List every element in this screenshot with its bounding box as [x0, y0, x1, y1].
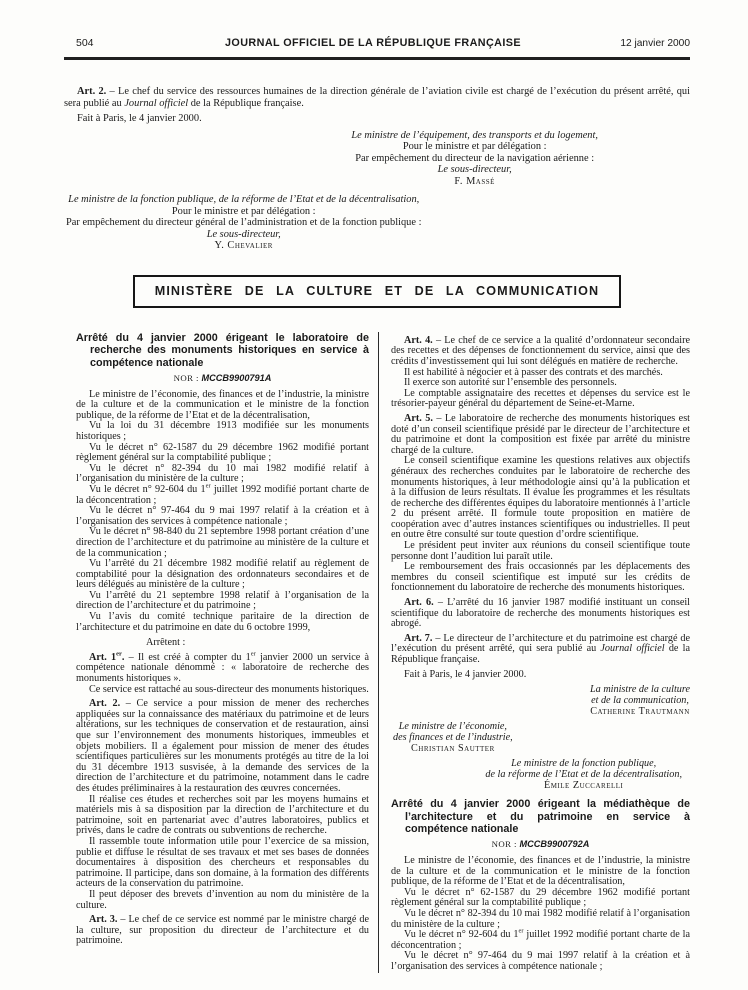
signature-line: F. Massé	[454, 175, 495, 187]
text-run: Ce service est rattaché au sous-directeur des monuments historiques.	[89, 683, 369, 695]
signature-line: Le ministre de la fonction publique,	[511, 758, 657, 770]
text-run: er	[116, 650, 122, 658]
text-run: Vu le décret n° 62-1587 du 29 décembre 1962 modifié portant règlement général sur la comptabilité publique ;	[76, 441, 370, 464]
paragraph	[76, 559, 369, 591]
paragraph	[76, 685, 369, 696]
text-run: Art. 2.	[89, 698, 121, 710]
text-run: juillet 1992 modifié portant charte de la déconcentration ;	[391, 929, 690, 951]
text-run: – Il est créé à compter du 1	[124, 651, 251, 663]
decree-formula: Arrêtent :	[146, 637, 186, 649]
signature-line: de la réforme de l’Etat et de la décentralisation,	[485, 769, 682, 781]
text-run: janvier 2000 un service à compétence nationale dénommé : « laboratoire de recherche des monuments historiques ».	[76, 651, 370, 685]
signature-line: Catherine Trautmann	[590, 706, 690, 718]
paragraph	[64, 113, 690, 125]
signature-line: Le ministre de la fonction publique, de la réforme de l’Etat et de la décentralisation,	[68, 194, 420, 206]
paragraph	[76, 464, 369, 485]
paragraph	[76, 612, 369, 633]
text-run: er	[205, 482, 211, 490]
signature-block	[590, 684, 690, 717]
text-run: – Le directeur de l’architecture et du patrimoine est chargé de l’exécution du présent arrêté, qui sera publié au	[391, 632, 691, 655]
text-run: Il réalise ces études et recherches soit par les moyens humains et matériels mis à sa disposition par la direction de l’architecture et du patrimoine, soit en partenariat avec d’autres laboratoires, publics et privés, dans le cadre de contrats ou subventions de recherche.	[76, 793, 370, 837]
ministry-banner	[133, 275, 622, 308]
text-run: Fait à Paris, le 4 janvier 2000.	[404, 668, 527, 680]
arrete-title: Arrêté du 4 janvier 2000 érigeant la médiathèque de l’architecture et du patrimoine en service à compétence nationale	[391, 798, 690, 835]
signature-line: Pour le ministre et par délégation :	[171, 205, 316, 217]
signature-line: des finances et de l’industrie,	[393, 732, 513, 744]
paragraph	[76, 482, 370, 506]
text-run: – Le laboratoire de recherche des monuments historiques est doté d’un conseil scientifique présidé par le directeur de l’architecture et du patrimoine et dont la composition est fixée par arrêté du ministre chargé de la culture.	[391, 412, 690, 456]
text-run: Art. 7.	[404, 632, 433, 644]
text-run: Vu le décret n° 92-604 du 1	[89, 483, 206, 495]
nor-label: NOR :	[173, 373, 202, 383]
text-run: Art. 1	[89, 651, 117, 663]
paragraph	[391, 562, 690, 594]
text-run: er	[250, 650, 256, 658]
text-run: juillet 1992 modifié portant charte de la déconcentration ;	[76, 483, 370, 506]
text-run: er	[518, 927, 524, 935]
text-run: – Le chef de ce service est nommé par le ministre chargé de la culture, sur proposition du directeur de l’architecture et du patrimoine.	[76, 914, 370, 947]
text-run: Art. 5.	[404, 412, 433, 424]
paragraph	[76, 890, 369, 911]
paragraph	[76, 390, 369, 422]
text-run: Fait à Paris, le 4 janvier 2000.	[77, 113, 202, 125]
paragraph	[391, 541, 690, 562]
text-run: .	[121, 651, 125, 663]
text-run: Journal officiel	[600, 643, 665, 655]
text-run: Le ministre de l’économie, des finances et de l’industrie, la ministre de la culture et de la communication et le ministre de la fonction publique, de la réforme de l’Etat et de la décentralisation,	[391, 855, 690, 888]
nor-value: MCCB9900792A	[519, 839, 590, 850]
paragraph	[391, 456, 690, 541]
signature-block	[66, 194, 421, 252]
nor-value: MCCB9900791A	[201, 373, 272, 383]
text-run: Le conseil scientifique examine les questions relatives aux objectifs généraux des recherches conduites par le laboratoire de recherche des monuments historiques, à leur méthodologie ainsi qu’à la publication et à la diffusion de leurs résultats. Il évalue les programmes et les résultats de recherche des différentes équipes du laboratoire mentionnés à l’article 2 du présent arrêté. Il formule toute proposition en matière de coopération avec d’autres instances scientifiques ou industrielles. Il peut en outre être consulté sur toute question d’ordre scientifique.	[391, 455, 690, 541]
paragraph	[76, 527, 369, 559]
paragraph	[76, 915, 369, 947]
paragraph	[391, 336, 690, 368]
text-run: – Ce service a pour mission de mener des recherches appliquées sur la connaissance des matériaux du patrimoine et de leurs altérations, sur les techniques de conservation et de restauration, ainsi que sur l’environnement des monuments historiques, immeubles et objets mobiliers. Il a également pour mission de mener des études scientifiques particulières sur les monuments protégés au titre de la loi du 31 décembre 1913 susvisée, à la demande des services de la direction de l’architecture et du patrimoine, notamment dans le cadre des études préliminaires à la restauration des œuvres concernées.	[76, 698, 370, 794]
text-run: Vu l’avis du comité technique paritaire de la direction de l’architecture et du patrimoine en date du 6 octobre 1999,	[76, 611, 370, 633]
signature-line: La ministre de la culture	[590, 684, 690, 696]
signature-line: Par empêchement du directeur de la navigation aérienne :	[355, 152, 595, 164]
signature-line: Christian Sautter	[410, 743, 495, 755]
paragraph	[391, 909, 690, 930]
signature-block	[485, 758, 682, 791]
paragraph	[391, 414, 690, 456]
text-run: Art. 4.	[404, 334, 433, 346]
paragraph	[76, 591, 369, 612]
text-run: Le président peut inviter aux réunions du conseil scientifique toute personne dont l’audition lui paraît utile.	[391, 540, 690, 562]
signature-line: Par empêchement du directeur général de l’administration et de la fonction publique :	[66, 217, 422, 229]
ministry-banner-text: MINISTÈRE DE LA CULTURE ET DE LA COMMUNICATION	[154, 283, 600, 298]
text-run: Art. 3.	[89, 914, 118, 926]
arrete-title: Arrêté du 4 janvier 2000 érigeant le laboratoire de recherche des monuments historiques en service à compétence nationale	[76, 331, 370, 369]
paragraph	[391, 888, 690, 909]
paragraph	[76, 443, 369, 464]
nor-line	[391, 839, 690, 851]
text-run: Il rassemble toute information utile pour l’exercice de sa mission, publie et diffuse le résultat de ses travaux et met ses bases de données documentaires à disposition des chercheurs et responsables du patrimoine. Il participe, dans son domaine, à la formation des différents acteurs de la conservation du patrimoine.	[76, 835, 370, 890]
paragraph	[76, 795, 369, 837]
signature-block	[393, 721, 513, 754]
signature-line: Le sous-directeur,	[206, 228, 281, 240]
journal-title: JOURNAL OFFICIEL DE LA RÉPUBLIQUE FRANÇAISE	[225, 37, 521, 49]
text-run: Vu l’arrêté du 21 septembre 1998 relatif à l’organisation de la direction de l’architecture et du patrimoine ;	[76, 589, 370, 612]
text-run: Vu le décret n° 98-840 du 21 septembre 1998 portant création d’une direction de l’architecture et du patrimoine au ministère de la culture et de la communication ;	[76, 526, 370, 559]
text-run: de la République française.	[391, 643, 691, 665]
text-run: Journal officiel	[124, 97, 189, 109]
paragraph	[76, 699, 369, 794]
text-run: Vu le décret n° 97-464 du 9 mai 1997 relatif à la création et à l’organisation des services à compétence nationale ;	[391, 950, 690, 972]
text-run: Vu la loi du 31 décembre 1913 modifiée sur les monuments historiques ;	[76, 420, 370, 442]
text-run: Vu le décret n° 82-394 du 10 mai 1982 modifié relatif à l’organisation du ministère de la culture ;	[76, 462, 370, 485]
nor-line	[76, 373, 369, 385]
text-run: Art. 6.	[404, 597, 434, 609]
text-run: Vu le décret n° 97-464 du 9 mai 1997 relatif à la création et à l’organisation des services à compétence nationale ;	[76, 505, 370, 527]
paragraph	[391, 634, 690, 666]
signature-line: Le ministre de l’économie,	[398, 721, 507, 733]
paragraph	[391, 856, 690, 888]
nor-label: NOR :	[491, 839, 520, 850]
paragraph	[76, 506, 369, 527]
text-run: Vu l’arrêté du 21 décembre 1982 modifié relatif au règlement de comptabilité pour la désignation des ordonnateurs secondaires et de leurs délégués au ministère de la culture ;	[76, 558, 370, 591]
signature-line: Le sous-directeur,	[437, 164, 512, 176]
paragraph	[391, 927, 690, 951]
page-header	[64, 0, 690, 49]
text-run: Le ministre de l’économie, des finances et de l’industrie, la ministre de la culture et de la communication et le ministre de la fonction publique, de la réforme de l’Etat et de la décentralisation,	[76, 388, 370, 421]
text-run: Il exerce son autorité sur l’ensemble des personnels.	[404, 377, 617, 389]
paragraph	[76, 837, 369, 890]
text-run: – Le chef du service des ressources humaines de la direction générale de l’aviation civile est chargé de l’exécution du présent arrêté, qui sera publié au	[64, 86, 690, 109]
text-run: Vu le décret n° 92-604 du 1	[404, 929, 519, 941]
signature-line: Pour le ministre et par délégation :	[402, 141, 547, 153]
signature-line: et de la communication,	[591, 695, 689, 707]
signature-line: Y. Chevalier	[214, 240, 273, 252]
text-run: Vu le décret n° 62-1587 du 29 décembre 1962 modifié portant règlement général sur la comptabilité publique ;	[391, 886, 690, 909]
paragraph	[76, 421, 369, 442]
text-run: Le remboursement des frais occasionnés par les déplacements des membres du conseil scientifique est imputé sur les crédits de fonctionnement du laboratoire de recherche des monuments historiques.	[391, 561, 690, 594]
text-run: Il est habilité à négocier et à passer des contrats et des marchés.	[404, 366, 663, 378]
signature-line: Le ministre de l’équipement, des transports et du logement,	[351, 129, 598, 141]
text-run: Le comptable assignataire des recettes et dépenses du service est le trésorier-payeur général du département de Seine-et-Marne.	[391, 387, 690, 410]
text-run: de la République française.	[188, 97, 304, 109]
paragraph	[64, 86, 690, 109]
text-run: Vu le décret n° 82-394 du 10 mai 1982 modifié relatif à l’organisation du ministère de la culture ;	[391, 907, 690, 930]
paragraph	[391, 598, 690, 630]
page-number: 504	[76, 37, 94, 49]
text-run: Art. 2.	[77, 86, 107, 97]
left-column	[76, 332, 379, 973]
signature-line: Émile Zuccarelli	[543, 780, 624, 792]
paragraph	[391, 951, 690, 972]
paragraph	[391, 389, 690, 410]
paragraph	[76, 650, 370, 685]
prelude-section	[64, 86, 690, 252]
text-run: Il peut déposer des brevets d’invention au nom du ministère de la culture.	[76, 888, 370, 911]
issue-date: 12 janvier 2000	[620, 38, 690, 49]
signature-block	[351, 130, 598, 188]
header-rule	[64, 57, 690, 60]
text-run: – Le chef de ce service a la qualité d’ordonnateur secondaire des recettes et des dépenses de fonctionnement du service, ainsi que des crédits d’investissement qui lui sont délégués en matière de recherche.	[391, 334, 691, 367]
two-column-body	[76, 332, 690, 973]
right-column	[379, 332, 690, 973]
paragraph	[391, 670, 690, 681]
text-run: – L’arrêté du 16 janvier 1987 modifié instituant un conseil scientifique du laboratoire de recherche des monuments historiques est abrogé.	[391, 597, 690, 630]
